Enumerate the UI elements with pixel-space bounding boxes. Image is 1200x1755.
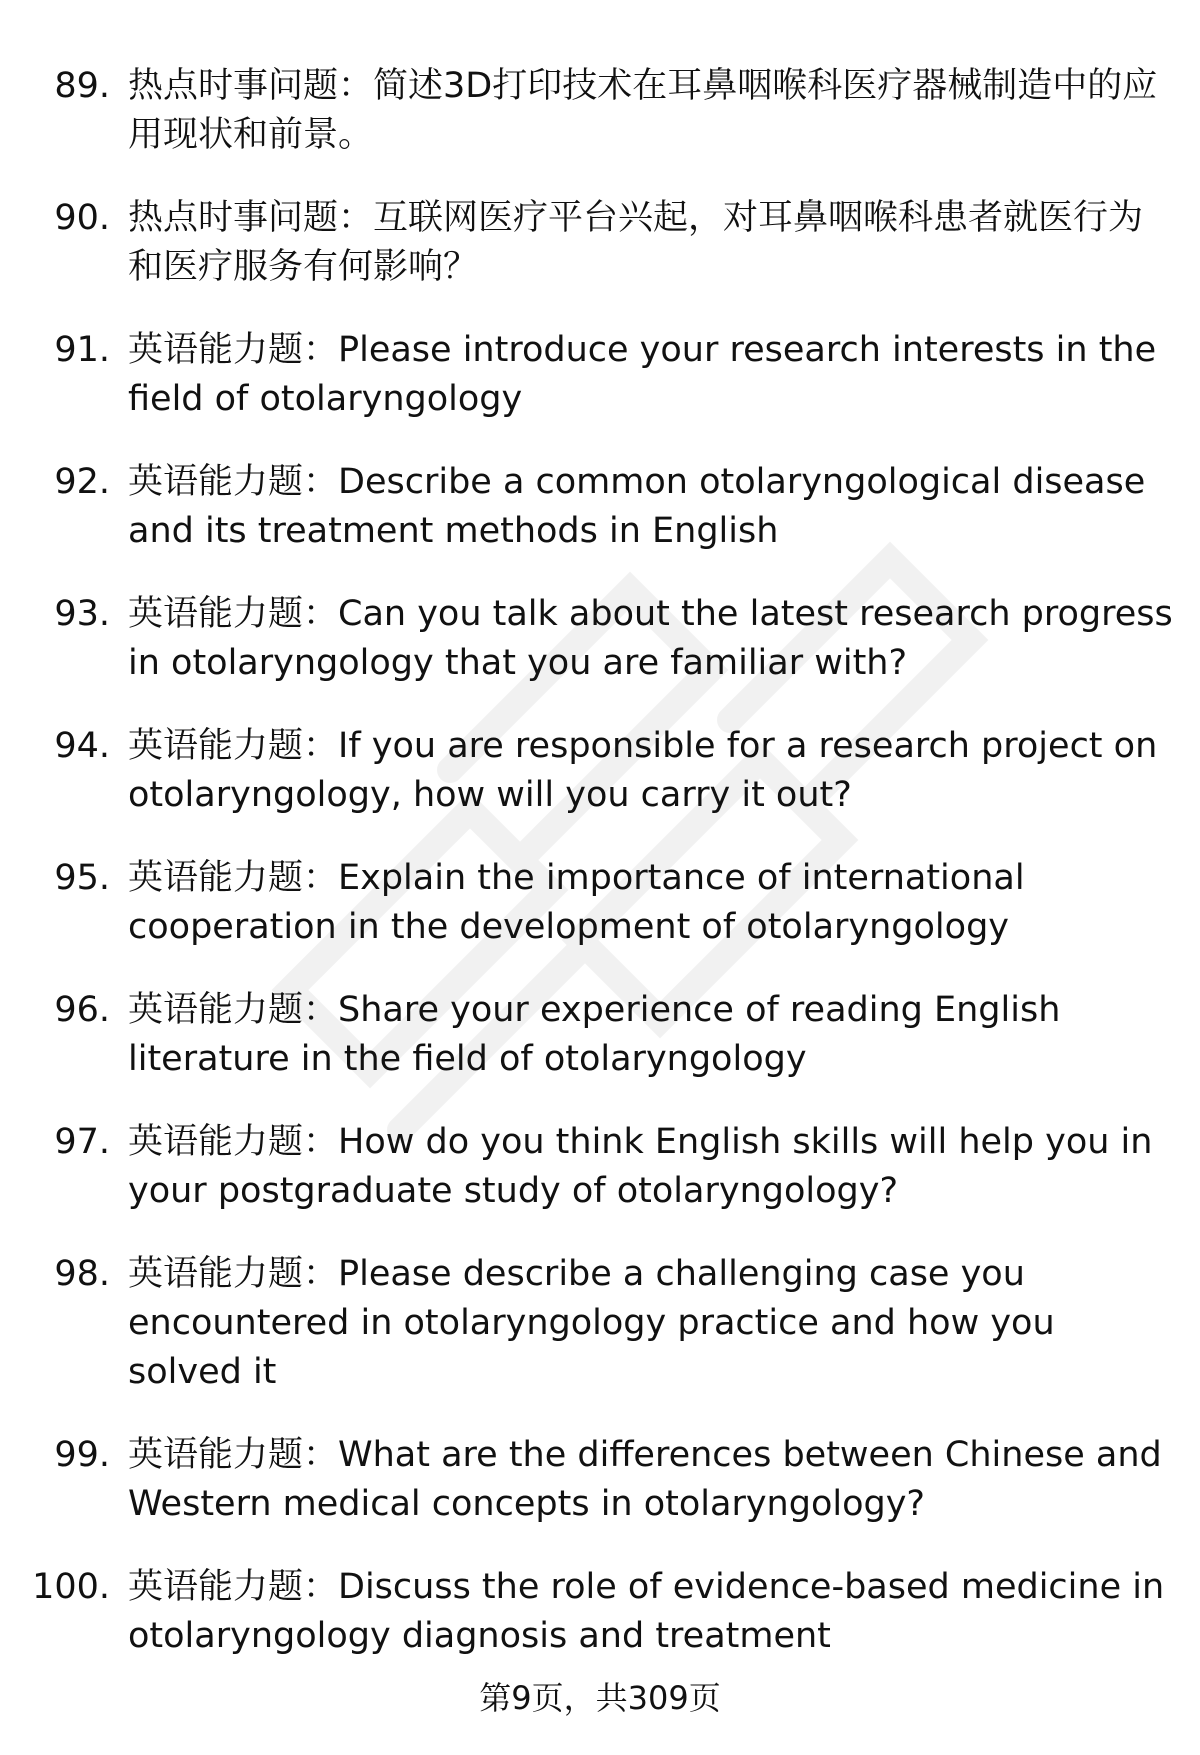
question-number: 96.	[54, 990, 110, 1030]
question-number: 94.	[54, 726, 110, 766]
question-text: 热点时事问题：互联网医疗平台兴起，对耳鼻咽喉科患者就医行为和医疗服务有何影响？	[128, 198, 1144, 287]
question-item-93	[0, 590, 1200, 688]
question-text: 英语能力题：Explain the importance of international cooperation in the development of otolaryngology	[128, 858, 1025, 947]
question-item-89	[0, 62, 1200, 160]
question-number: 89.	[54, 66, 110, 106]
question-text: 英语能力题：How do you think English skills will help you in your postgraduate study of otolaryngology?	[128, 1122, 1153, 1211]
question-item-91	[0, 326, 1200, 424]
question-number: 95.	[54, 858, 110, 898]
question-number: 98.	[54, 1254, 110, 1294]
question-list	[0, 62, 1200, 1695]
question-item-98	[0, 1250, 1200, 1397]
question-item-100	[0, 1563, 1200, 1661]
question-number: 90.	[54, 198, 110, 238]
question-item-90	[0, 194, 1200, 292]
question-item-99	[0, 1431, 1200, 1529]
question-text: 英语能力题：What are the differences between Chinese and Western medical concepts in otolaryngology?	[128, 1435, 1162, 1524]
question-text: 英语能力题：Can you talk about the latest research progress in otolaryngology that you are familiar with?	[128, 594, 1173, 683]
question-text: 英语能力题：Share your experience of reading English literature in the field of otolaryngology	[128, 990, 1061, 1079]
question-text: 热点时事问题：简述3D打印技术在耳鼻咽喉科医疗器械制造中的应用现状和前景。	[128, 66, 1158, 155]
question-item-92	[0, 458, 1200, 556]
question-text: 英语能力题：Describe a common otolaryngological disease and its treatment methods in English	[128, 462, 1146, 551]
question-text: 英语能力题：Discuss the role of evidence-based medicine in otolaryngology diagnosis and treatment	[128, 1567, 1165, 1656]
question-text: 英语能力题：Please describe a challenging case you encountered in otolaryngology practice and how you solved it	[128, 1254, 1055, 1392]
question-number: 99.	[54, 1435, 110, 1475]
question-number: 100.	[32, 1567, 110, 1607]
question-number: 93.	[54, 594, 110, 634]
question-item-95	[0, 854, 1200, 952]
question-item-97	[0, 1118, 1200, 1216]
question-text: 英语能力题：Please introduce your research interests in the field of otolaryngology	[128, 330, 1157, 419]
page-number-footer: 第9页，共309页	[479, 1679, 721, 1717]
question-number: 97.	[54, 1122, 110, 1162]
question-number: 92.	[54, 462, 110, 502]
question-number: 91.	[54, 330, 110, 370]
question-item-94	[0, 722, 1200, 820]
question-text: 英语能力题：If you are responsible for a research project on otolaryngology, how will you carry it out?	[128, 726, 1158, 815]
question-item-96	[0, 986, 1200, 1084]
